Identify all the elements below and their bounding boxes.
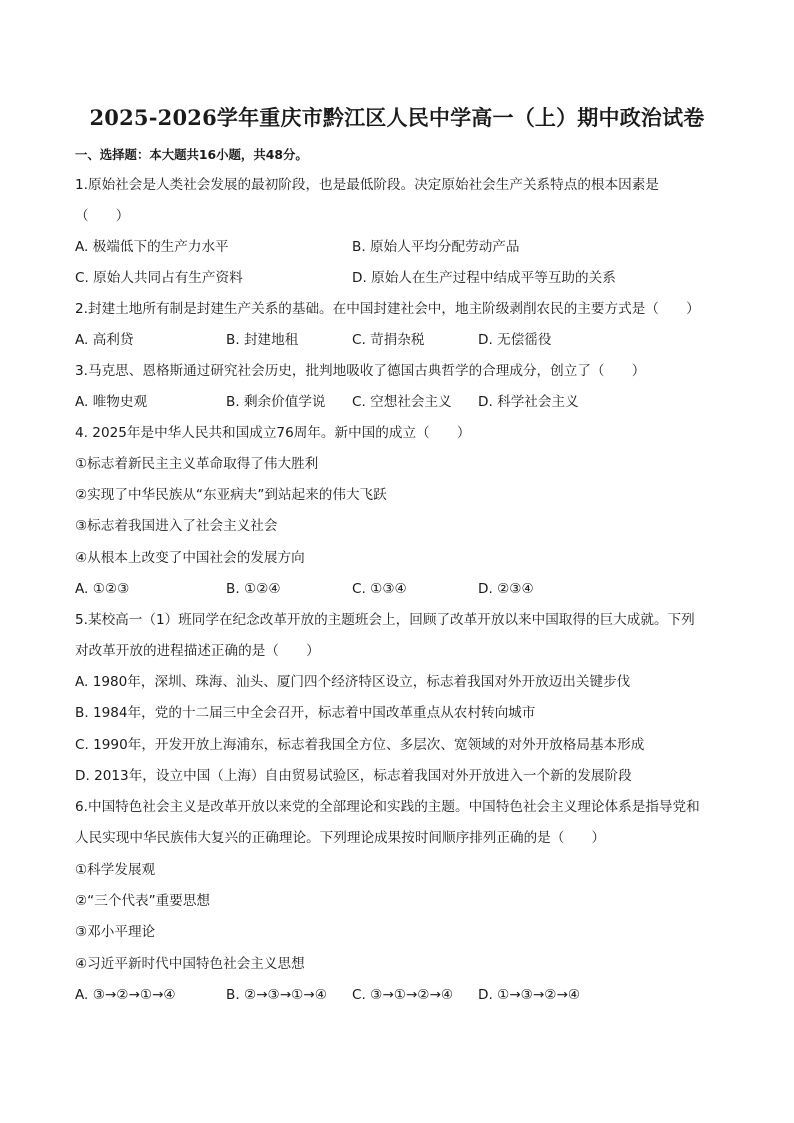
- question-3-option-a: A. 唯物史观: [75, 394, 148, 410]
- question-1-option-c: C. 原始人共同占有生产资料: [75, 270, 243, 286]
- question-6-item-2: ②“三个代表”重要思想: [75, 893, 211, 909]
- question-2-stem: 2.封建土地所有制是封建生产关系的基础。在中国封建社会中，地主阶级剥削农民的主要方式是（ ）: [75, 301, 700, 317]
- question-3-option-c: C. 空想社会主义: [352, 394, 452, 410]
- question-5-option-b: B. 1984年，党的十二届三中全会召开，标志着中国改革重点从农村转向城市: [75, 705, 536, 721]
- question-1-stem: 1.原始社会是人类社会发展的最初阶段，也是最低阶段。决定原始社会生产关系特点的根本因素是: [75, 177, 659, 193]
- question-3-option-d: D. 科学社会主义: [478, 394, 579, 410]
- question-6-item-1: ①科学发展观: [75, 862, 156, 878]
- question-1-stem-cont: （ ）: [75, 208, 130, 224]
- question-2-option-d: D. 无偿徭役: [478, 332, 552, 348]
- question-4-option-d: D. ②③④: [478, 581, 534, 597]
- question-6-stem-cont: 人民实现中华民族伟大复兴的正确理论。下列理论成果按时间顺序排列正确的是（ ）: [75, 830, 606, 846]
- question-1-option-a: A. 极端低下的生产力水平: [75, 239, 229, 255]
- question-5-option-a: A. 1980年，深圳、珠海、汕头、厦门四个经济特区设立，标志着我国对外开放迈出关键步伐: [75, 674, 631, 690]
- question-2-option-c: C. 苛捐杂税: [352, 332, 425, 348]
- question-4-item-3: ③标志着我国进入了社会主义社会: [75, 518, 278, 534]
- question-4-item-1: ①标志着新民主主义革命取得了伟大胜利: [75, 456, 319, 472]
- question-3-option-b: B. 剩余价值学说: [226, 394, 326, 410]
- question-6-option-b: B. ②→③→①→④: [226, 987, 327, 1003]
- question-6-item-3: ③邓小平理论: [75, 924, 156, 940]
- question-6-option-c: C. ③→①→②→④: [352, 987, 454, 1003]
- question-5-stem: 5.某校高一（1）班同学在纪念改革开放的主题班会上，回顾了改革开放以来中国取得的巨大成就。下列: [75, 612, 695, 628]
- question-5-option-c: C. 1990年，开发开放上海浦东，标志着我国全方位、多层次、宽领域的对外开放格局基本形成: [75, 737, 645, 753]
- question-5-stem-cont: 对改革开放的进程描述正确的是（ ）: [75, 643, 320, 659]
- question-4-item-4: ④从根本上改变了中国社会的发展方向: [75, 550, 305, 566]
- question-6-option-a: A. ③→②→①→④: [75, 987, 176, 1003]
- question-6-option-d: D. ①→③→②→④: [478, 987, 581, 1003]
- question-4-option-a: A. ①②③: [75, 581, 130, 597]
- exam-title: 2025-2026学年重庆市黔江区人民中学高一（上）期中政治试卷: [89, 105, 705, 130]
- question-2-option-b: B. 封建地租: [226, 332, 299, 348]
- question-6-item-4: ④习近平新时代中国特色社会主义思想: [75, 956, 305, 972]
- question-5-option-d: D. 2013年，设立中国（上海）自由贸易试验区，标志着我国对外开放进入一个新的发展阶段: [75, 768, 632, 784]
- question-1-option-b: B. 原始人平均分配劳动产品: [352, 239, 520, 255]
- question-4-option-b: B. ①②④: [226, 581, 281, 597]
- section-heading: 一、选择题：本大题共16小题，共48分。: [75, 147, 308, 162]
- question-3-stem: 3.马克思、恩格斯通过研究社会历史，批判地吸收了德国古典哲学的合理成分，创立了（ ）: [75, 363, 646, 379]
- question-4-option-c: C. ①③④: [352, 581, 407, 597]
- question-4-stem: 4. 2025年是中华人民共和国成立76周年。新中国的成立（ ）: [75, 425, 471, 441]
- question-4-item-2: ②实现了中华民族从“东亚病夫”到站起来的伟大飞跃: [75, 487, 387, 503]
- question-1-option-d: D. 原始人在生产过程中结成平等互助的关系: [352, 270, 616, 286]
- question-2-option-a: A. 高利贷: [75, 332, 134, 348]
- question-6-stem: 6.中国特色社会主义是改革开放以来党的全部理论和实践的主题。中国特色社会主义理论体系是指导党和: [75, 799, 700, 815]
